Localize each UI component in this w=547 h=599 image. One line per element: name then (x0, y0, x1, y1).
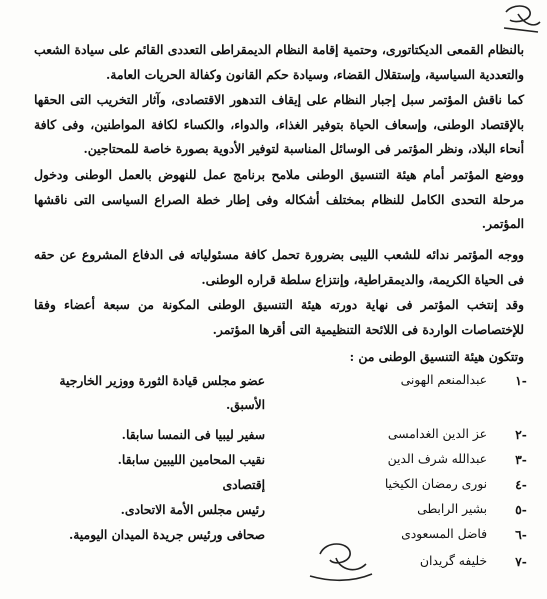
handwritten-initials-top (498, 2, 544, 36)
member-row (15, 527, 535, 551)
member-number: -٢ (515, 427, 527, 442)
paragraph-1: بالنظام القمعى الديكتاتورى، وحتمية إقامة النظام الديمقراطى التعددى القائم على سيادة الشعب والتعددية السياسية، وإستقلال القضاء، وسيادة حكم القانون وكفالة الحريات العامة. (34, 42, 524, 82)
member-number: -٤ (515, 477, 527, 492)
member-role-continued: الأسبق. (226, 397, 265, 412)
member-name: خليفه گريدان (419, 554, 487, 568)
member-role: صحافى ورئيس جريدة الميدان اليومية. (68, 527, 265, 542)
member-name: بشير الرابطى (417, 502, 487, 516)
paragraph-3: ووضع المؤتمر أمام هيئة التنسيق الوطنى ملامح برنامج عمل للنهوض بالعمل الوطنى ودخول مرحلة التحدى الكامل للنظام بمختلف أشكاله وفى إطار خطة الصراع السياسى التى ناقشها المؤتمر. (34, 167, 524, 231)
member-row (15, 452, 535, 476)
paragraph-4: ووجه المؤتمر ندائه للشعب الليبى بضرورة تحمل كافة مسئولياته فى الدفاع المشروع عن حقه فى الحياة الكريمة، والديمقراطية، وإنتزاع سلطة قراره الوطنى. (34, 247, 524, 287)
member-name: عز الدين الغدامسى (387, 427, 487, 441)
member-number: -١ (515, 373, 527, 388)
member-row (15, 554, 535, 578)
member-role: رئيس مجلس الأمة الاتحادى. (120, 502, 265, 517)
member-number: -٥ (515, 502, 527, 517)
member-name: فاضل المسعودى (401, 527, 487, 541)
member-number: -٧ (515, 554, 527, 569)
member-name: عبدالله شرف الدين (387, 452, 487, 466)
member-name: عبدالمنعم الهونى (400, 373, 487, 387)
member-number: -٦ (515, 527, 527, 542)
handwritten-signature-bottom (300, 532, 380, 592)
member-name: نورى رمضان الكيخيا (384, 477, 487, 491)
member-row (15, 427, 535, 451)
member-row (15, 373, 535, 412)
member-role: عضو مجلس قيادة الثورة ووزير الخارجية (59, 373, 265, 388)
paragraph-6: وتتكون هيئة التنسيق الوطنى من : (349, 349, 524, 364)
member-role: إقتصادى (222, 477, 265, 492)
paragraph-2: كما ناقش المؤتمر سبل إجبار النظام على إيقاف التدهور الاقتصادى، وآثار التخريب التى الحقها بالإقتصاد الوطنى، وإسعاف الحياة بتوفير الغذاء، والدواء، والكساء لكافة المواطنين، وفى كافة أنحاء البلاد، ونظر المؤتمر فى الوسائل المناسبة لتوفير الأدوية بصورة خاصة للمحتاجين. (34, 92, 524, 156)
member-role: سفير ليبيا فى النمسا سابقا. (121, 427, 265, 442)
member-row (15, 477, 535, 501)
member-number: -٣ (515, 452, 527, 467)
member-row (15, 502, 535, 526)
paragraph-5: وقد إنتخب المؤتمر فى نهاية دورته هيئة التنسيق الوطنى المكونة من سبعة أعضاء وفقا للإختصاصات الواردة فى اللائحة التنظيمية التى أقرها المؤتمر. (34, 297, 524, 337)
member-role: نقيب المحامين الليبين سابقا. (117, 452, 265, 467)
